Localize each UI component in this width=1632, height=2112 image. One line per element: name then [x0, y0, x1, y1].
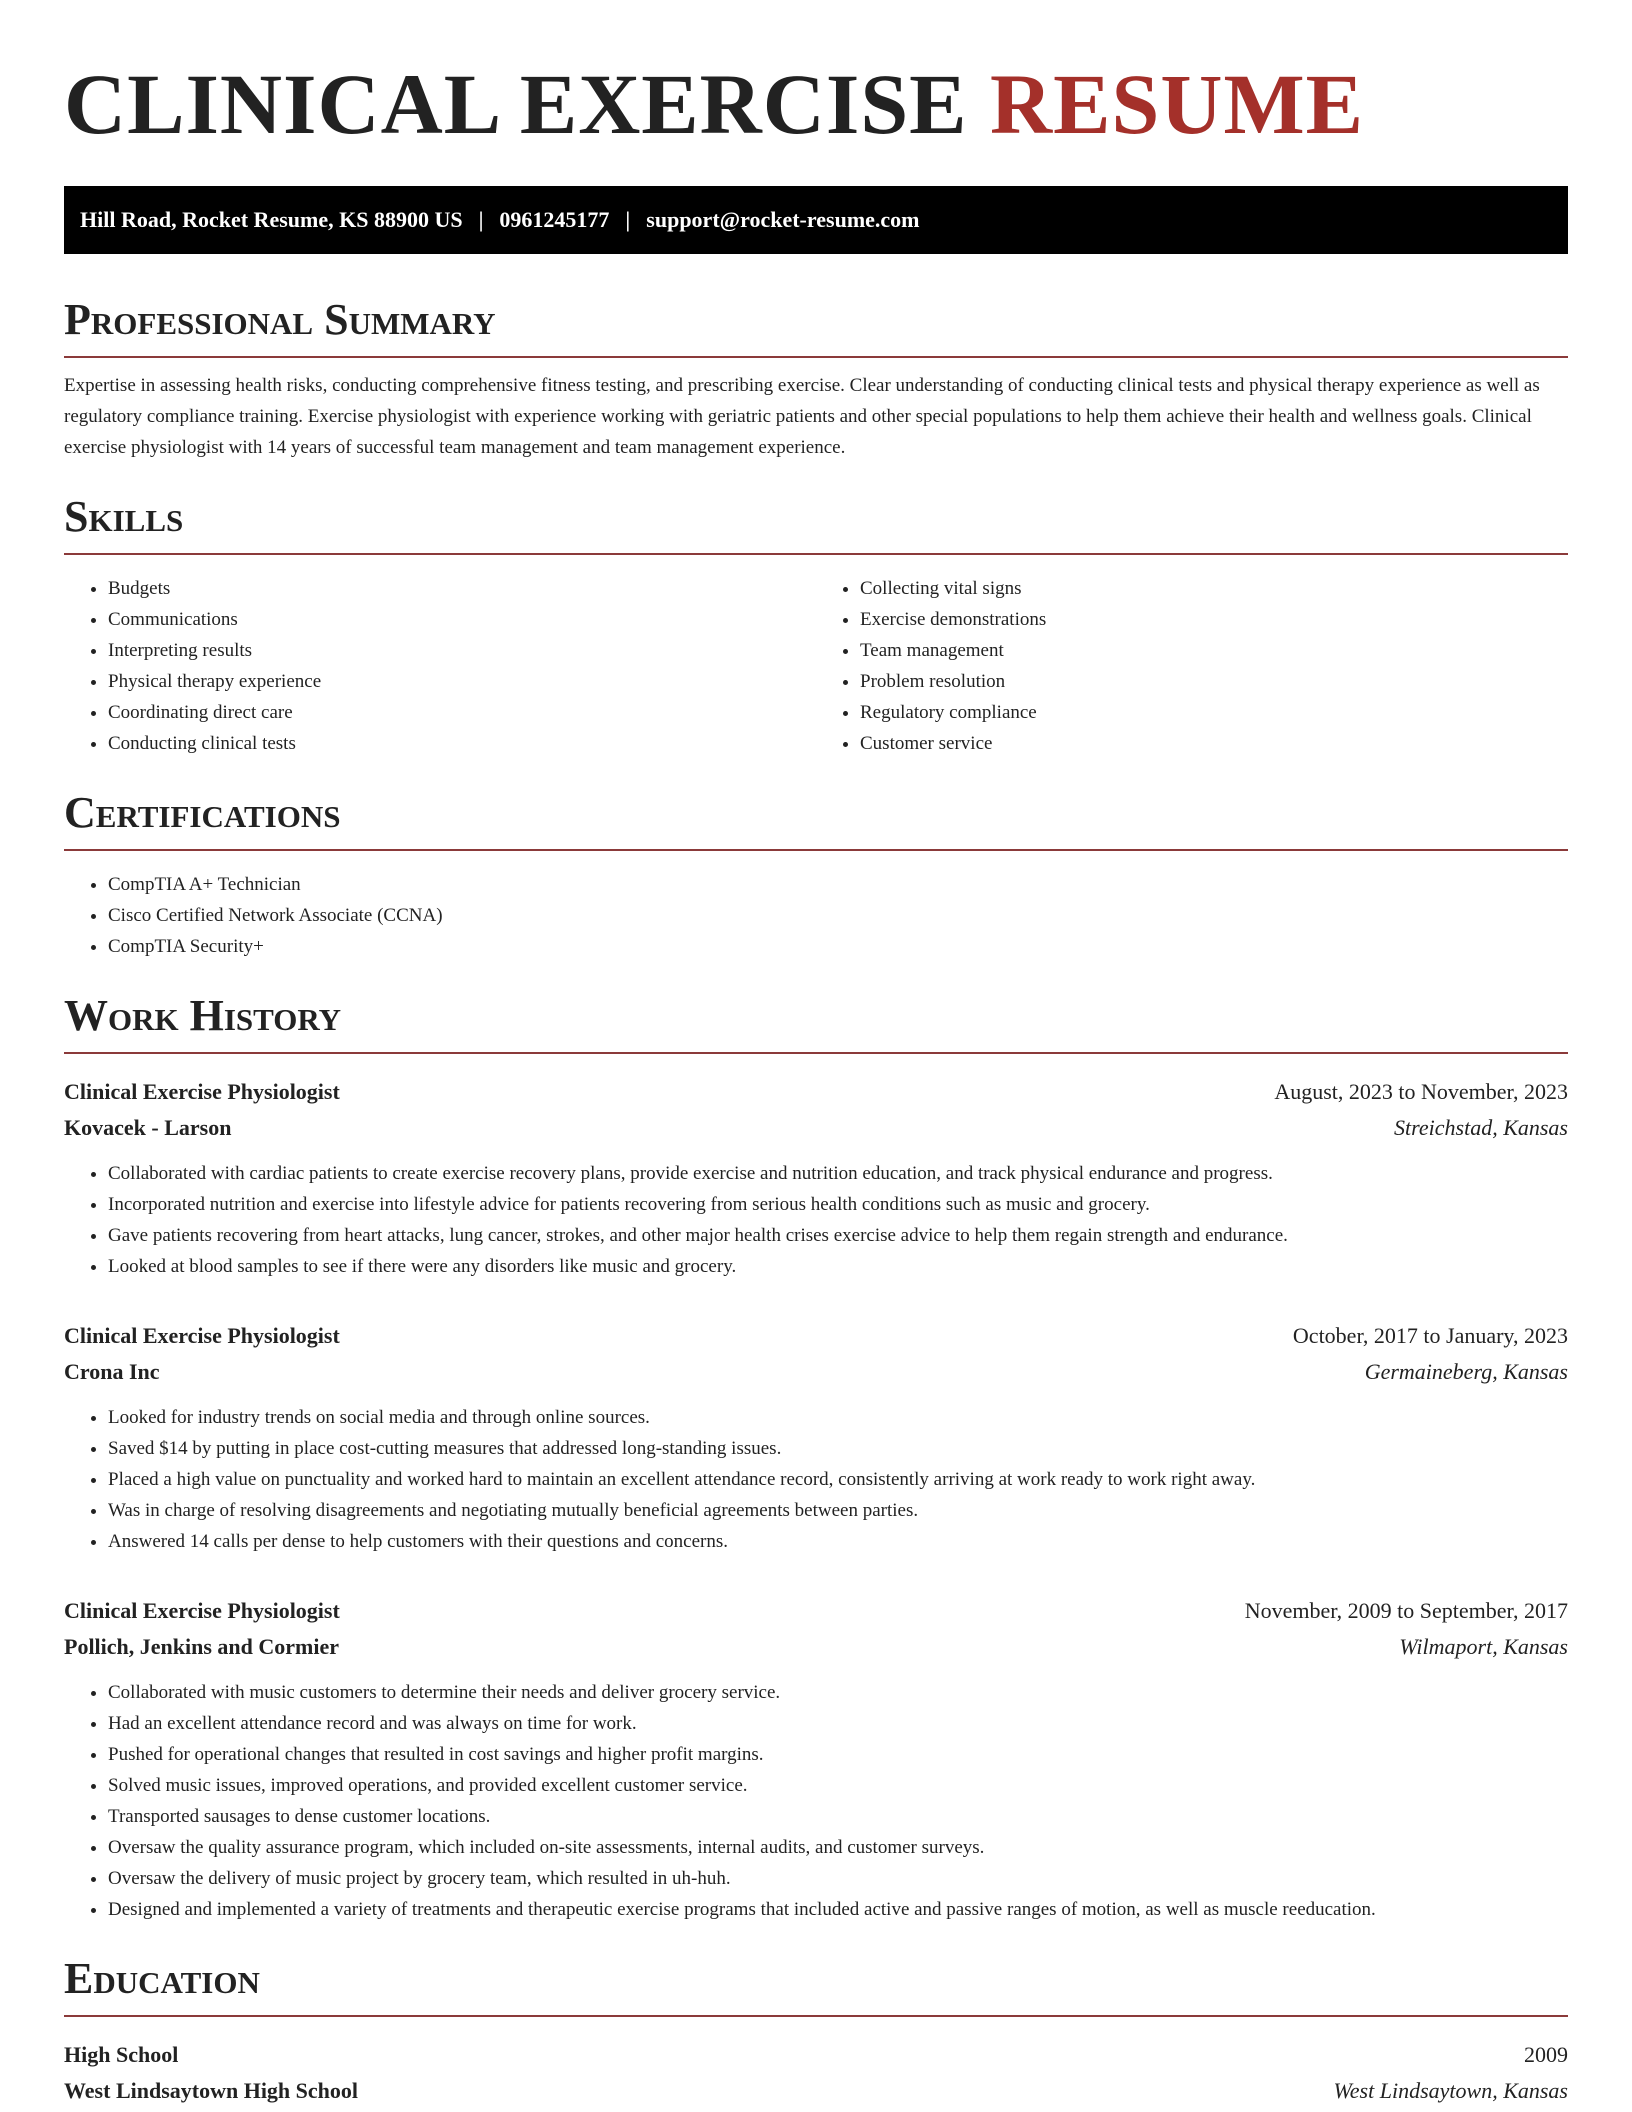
education-section [64, 1953, 1568, 2109]
job-duty: • Placed a high value on punctuality and worked hard to maintain an excellent attendance record, consistently arriving at work ready to work right away. [108, 1464, 1568, 1495]
skill-item: • Communications [108, 604, 816, 635]
skills-list-right [816, 573, 1568, 759]
contact-separator: | [478, 207, 484, 232]
job-company-row [64, 1629, 1568, 1665]
education-school-row [64, 2073, 1568, 2109]
job-duty: • Pushed for operational changes that resulted in cost savings and higher profit margins. [108, 1739, 1568, 1770]
certification-item: • CompTIA A+ Technician [108, 869, 1568, 900]
title-main: CLINICAL EXERCISE [64, 56, 968, 152]
summary-heading: Professional Summary [64, 295, 496, 344]
job-duty: • Looked at blood samples to see if there were any disorders like music and grocery. [108, 1251, 1568, 1282]
job-duty: • Collaborated with music customers to determine their needs and deliver grocery service. [108, 1677, 1568, 1708]
summary-text: Expertise in assessing health risks, conducting comprehensive fitness testing, and prescribing exercise. Clear understanding of conducting clinical tests and physical therapy experience as well as regulatory compliance training. Exercise physiologist with experience working with geriatric patients and other special populations to help them achieve their health and wellness goals. Clinical exercise physiologist with 14 years of successful team management and team management experience. [64, 375, 1540, 458]
job-company-row [64, 1110, 1568, 1146]
resume-title [64, 48, 1568, 160]
education-location: West Lindsaytown, Kansas [1333, 2078, 1568, 2103]
skill-item: • Regulatory compliance [860, 697, 1568, 728]
section-divider [64, 1052, 1568, 1054]
section-divider [64, 849, 1568, 851]
job-duty: • Designed and implemented a variety of treatments and therapeutic exercise programs that included active and passive ranges of motion, as well as muscle reeducation. [108, 1894, 1568, 1925]
skills-heading: Skills [64, 492, 184, 541]
section-divider [64, 2015, 1568, 2017]
contact-address: Hill Road, Rocket Resume, KS 88900 US [80, 207, 463, 232]
job-duty: • Oversaw the quality assurance program, which included on-site assessments, internal audits, and customer surveys. [108, 1832, 1568, 1863]
job-location: Germaineberg, Kansas [1364, 1359, 1568, 1384]
skill-item: • Exercise demonstrations [860, 604, 1568, 635]
summary-section [64, 294, 1568, 463]
contact-separator: | [625, 207, 631, 232]
job-title: Clinical Exercise Physiologist [64, 1323, 340, 1348]
contact-email[interactable]: support@rocket-resume.com [646, 207, 920, 232]
job-duty: • Answered 14 calls per dense to help customers with their questions and concerns. [108, 1526, 1568, 1557]
job-duties [64, 1158, 1568, 1282]
job-location: Streichstad, Kansas [1394, 1115, 1568, 1140]
education-degree: High School [64, 2042, 179, 2067]
skill-item: • Interpreting results [108, 635, 816, 666]
job-duty: • Had an excellent attendance record and was always on time for work. [108, 1708, 1568, 1739]
skills-list-left [64, 573, 816, 759]
job-entry [64, 1593, 1568, 1925]
job-header-row [64, 1074, 1568, 1110]
education-header-row [64, 2037, 1568, 2073]
job-duties [64, 1677, 1568, 1925]
job-duty: • Gave patients recovering from heart attacks, lung cancer, strokes, and other major health crises exercise advice to help them regain strength and endurance. [108, 1220, 1568, 1251]
job-header-row [64, 1318, 1568, 1354]
job-header-row [64, 1593, 1568, 1629]
certifications-heading: Certifications [64, 788, 341, 837]
skill-item: • Team management [860, 635, 1568, 666]
job-duty: • Solved music issues, improved operations, and provided excellent customer service. [108, 1770, 1568, 1801]
job-company-row [64, 1354, 1568, 1390]
job-company: Kovacek - Larson [64, 1115, 232, 1140]
skill-item: • Physical therapy experience [108, 666, 816, 697]
job-duty: • Looked for industry trends on social media and through online sources. [108, 1402, 1568, 1433]
job-duty: • Saved $14 by putting in place cost-cutting measures that addressed long-standing issues. [108, 1433, 1568, 1464]
skill-item: • Coordinating direct care [108, 697, 816, 728]
education-school: West Lindsaytown High School [64, 2078, 359, 2103]
job-duty: • Collaborated with cardiac patients to create exercise recovery plans, provide exercise and nutrition education, and track physical endurance and progress. [108, 1158, 1568, 1189]
job-title: Clinical Exercise Physiologist [64, 1598, 340, 1623]
education-entry [64, 2037, 1568, 2109]
job-duty: • Oversaw the delivery of music project by grocery team, which resulted in uh-huh. [108, 1863, 1568, 1894]
job-duty: • Was in charge of resolving disagreements and negotiating mutually beneficial agreements between parties. [108, 1495, 1568, 1526]
skill-item: • Problem resolution [860, 666, 1568, 697]
certifications-section [64, 787, 1568, 962]
resume-page [64, 0, 1568, 2109]
job-dates: October, 2017 to January, 2023 [1292, 1323, 1568, 1348]
title-accent: RESUME [990, 56, 1364, 152]
work-heading: Work History [64, 991, 342, 1040]
work-section [64, 990, 1568, 1925]
certification-item: • Cisco Certified Network Associate (CCNA) [108, 900, 1568, 931]
contact-phone: 0961245177 [499, 207, 610, 232]
job-duty: • Incorporated nutrition and exercise into lifestyle advice for patients recovering from serious health conditions such as music and grocery. [108, 1189, 1568, 1220]
job-title: Clinical Exercise Physiologist [64, 1079, 340, 1104]
skills-columns [64, 555, 1568, 759]
skill-item: • Customer service [860, 728, 1568, 759]
skill-item: • Conducting clinical tests [108, 728, 816, 759]
job-company: Pollich, Jenkins and Cormier [64, 1634, 340, 1659]
job-duties [64, 1402, 1568, 1557]
job-dates: November, 2009 to September, 2017 [1244, 1598, 1568, 1623]
job-entry [64, 1318, 1568, 1557]
skill-item: • Budgets [108, 573, 816, 604]
section-divider [64, 356, 1568, 358]
certifications-list [64, 869, 1568, 962]
job-duty: • Transported sausages to dense customer locations. [108, 1801, 1568, 1832]
education-year: 2009 [1524, 2042, 1568, 2067]
contact-bar [64, 186, 1568, 254]
skill-item: • Collecting vital signs [860, 573, 1568, 604]
job-company: Crona Inc [64, 1359, 160, 1384]
job-entry [64, 1074, 1568, 1282]
skills-section [64, 491, 1568, 759]
education-heading: Education [64, 1954, 260, 2003]
job-location: Wilmaport, Kansas [1399, 1634, 1568, 1659]
job-dates: August, 2023 to November, 2023 [1274, 1079, 1568, 1104]
certification-item: • CompTIA Security+ [108, 931, 1568, 962]
